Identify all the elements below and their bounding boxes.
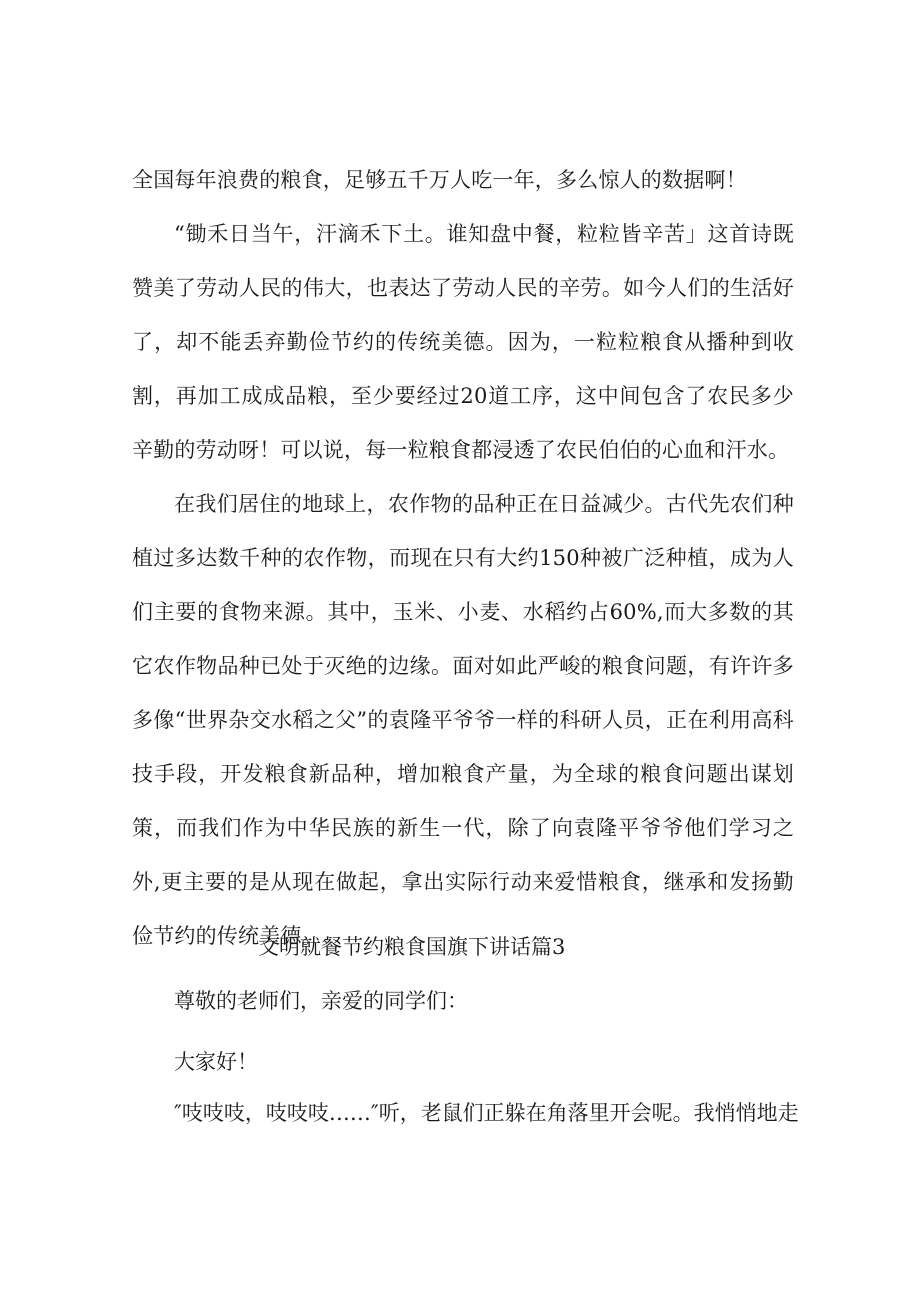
paragraph-crops: 在我们居住的地球上，农作物的品种正在日益减少。古代先农们种植过多达数千种的农作物，而现在只有大约150种被广泛种植，成为人们主要的食物来源。其中，玉米、小麦、水稻约占60%,而大多数的其它农作物品种已处于灭绝的边缘。面对如此严峻的粮食问题，有许许多多像“世界杂交水稻之父”的袁隆平爷爷一样的科研人员，正在利用高科技手段，开发粮食新品种，增加粮食产量，为全球的粮食问题出谋划策，而我们作为中华民族的新生一代，除了向袁隆平爷爷他们学习之外,更主要的是从现在做起，拿出实际行动来爱惜粮食，继承和发扬勤俭节约的传统美德。 — [132, 492, 794, 948]
story-opening-line: ″吱吱吱，吱吱吱……″听，老鼠们正躲在角落里开会呢。我悄悄地走 — [174, 1101, 799, 1125]
paragraph-waste-data: 全国每年浪费的粮食，足够五千万人吃一年，多么惊人的数据啊！ — [132, 168, 747, 192]
paragraph-poem: “锄禾日当午，汗滴禾下土。谁知盘中餐，粒粒皆辛苦」这首诗既赞美了劳动人民的伟大，也表达了劳动人民的辛劳。如今人们的生活好了，却不能丢弃勤俭节约的传统美德。因为，一粒粒粮食从播种到收割，再加工成成品粮，至少要经过20道工序，这中间包含了农民多少辛勤的劳动呀！可以说，每一粒粮食都浸透了农民伯伯的心血和汗水。 — [132, 222, 794, 462]
hello-line: 大家好！ — [174, 1050, 258, 1074]
greeting-line: 尊敬的老师们，亲爱的同学们： — [174, 989, 468, 1013]
section-title: 文明就餐节约粮食国旗下讲话篇3 — [258, 935, 566, 959]
body-text-upper — [132, 153, 794, 963]
